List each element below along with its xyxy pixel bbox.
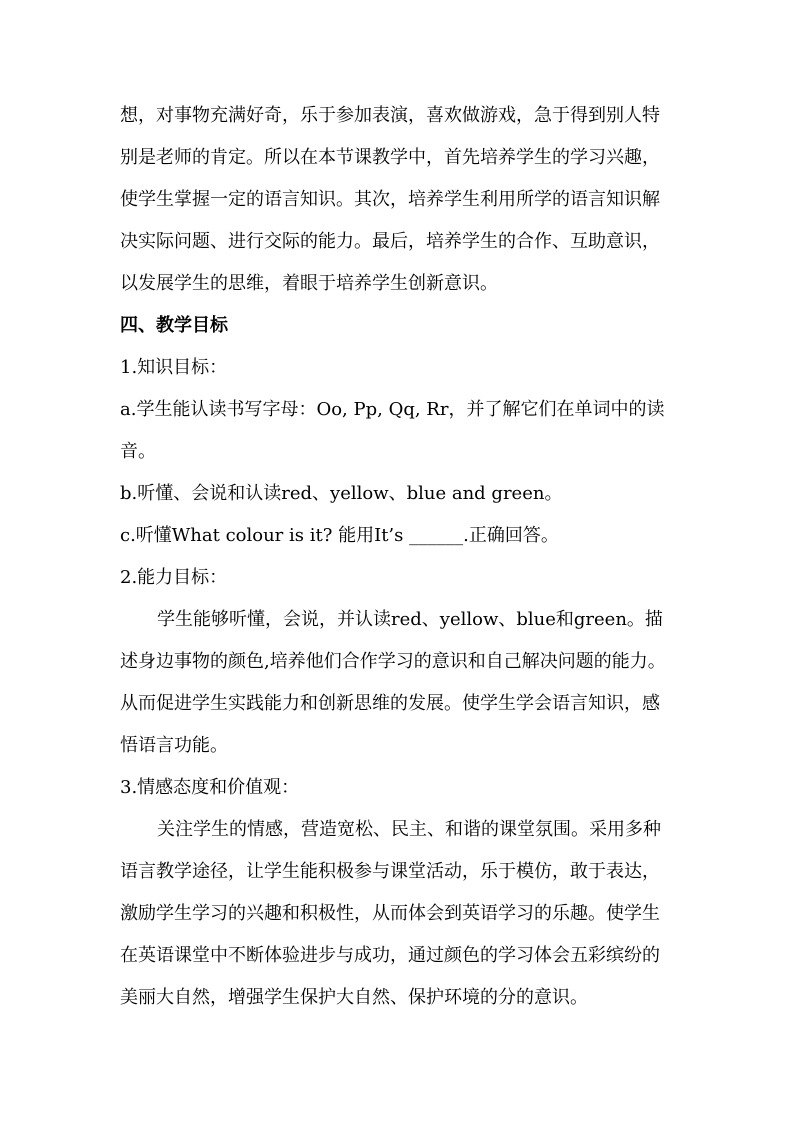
ability-line: 学生能够听懂，会说，并认读red、yellow、blue和green。描 — [157, 609, 663, 630]
ability-line: 悟语言功能。 — [120, 735, 228, 756]
emotion-line: 在英语课堂中不断体验进步与成功，通过颜色的学习体会五彩缤纷的 — [120, 945, 660, 966]
emotion-line: 关注学生的情感，营造宽松、民主、和谐的课堂氛围。采用多种 — [157, 819, 661, 840]
paragraph-line: 想，对事物充满好奇，乐于参加表演，喜欢做游戏，急于得到别人特 — [120, 105, 660, 126]
paragraph-line: 使学生掌握一定的语言知识。其次，培养学生利用所学的语言知识解 — [120, 189, 660, 210]
paragraph-line: 别是老师的肯定。所以在本节课教学中，首先培养学生的学习兴趣， — [120, 147, 660, 168]
ability-line: 述身边事物的颜色,培养他们合作学习的意识和自己解决问题的能力。 — [120, 651, 666, 672]
ability-title: 2.能力目标： — [120, 567, 228, 588]
paragraph-line: 以发展学生的思维，着眼于培养学生创新意识。 — [120, 273, 498, 294]
knowledge-title: 1.知识目标： — [120, 357, 228, 378]
emotion-title: 3.情感态度和价值观： — [120, 777, 300, 798]
emotion-line: 激励学生学习的兴趣和积极性，从而体会到英语学习的乐趣。使学生 — [120, 903, 660, 924]
section-heading: 四、教学目标 — [120, 315, 228, 336]
knowledge-item: b.听懂、会说和认读red、yellow、blue and green。 — [120, 483, 563, 504]
ability-line: 从而促进学生实践能力和创新思维的发展。使学生学会语言知识，感 — [120, 693, 660, 714]
knowledge-item: 音。 — [120, 441, 156, 462]
paragraph-line: 决实际问题、进行交际的能力。最后，培养学生的合作、互助意识， — [120, 231, 660, 252]
knowledge-item: a.学生能认读书写字母：Oo, Pp, Qq, Rr，并了解它们在单词中的读 — [120, 399, 665, 420]
emotion-line: 语言教学途径，让学生能积极参与课堂活动，乐于模仿，敢于表达， — [120, 861, 660, 882]
emotion-line: 美丽大自然，增强学生保护大自然、保护环境的分的意识。 — [120, 987, 588, 1008]
knowledge-item: c.听懂What colour is it? 能用It’s ______.正确回答。 — [120, 525, 559, 546]
